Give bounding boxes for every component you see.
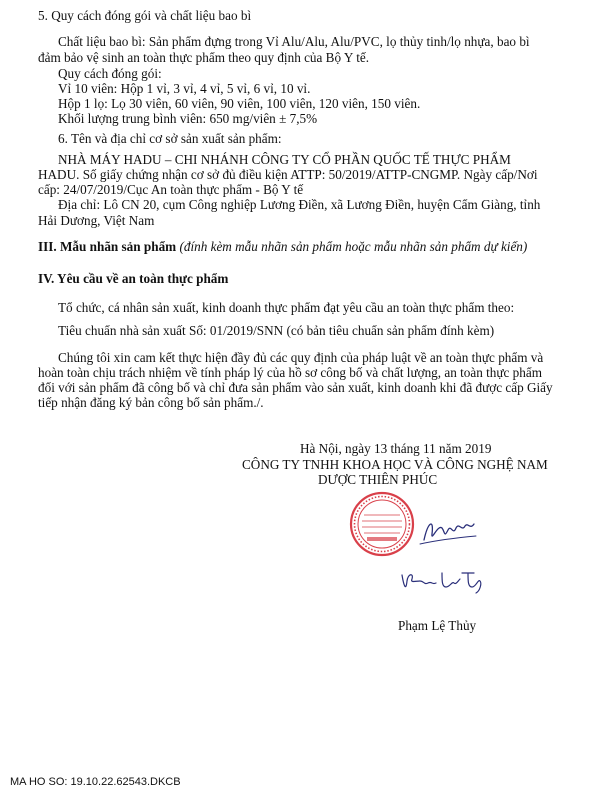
dossier-code: MA HO SO: 19.10.22.62543.DKCB bbox=[10, 776, 181, 788]
commitment-line-2: hoàn toàn chịu trách nhiệm về tính pháp lý của hồ sơ công bố và chất lượng, an toàn thực phẩm bbox=[38, 365, 542, 380]
commitment-line-4: tiếp nhận đăng ký bản công bố sản phẩm./. bbox=[38, 395, 264, 410]
signer-name: Phạm Lệ Thủy bbox=[398, 618, 477, 633]
section-iii-heading: III. Mẫu nhãn sản phẩm bbox=[38, 239, 177, 254]
company-stamp bbox=[348, 490, 416, 558]
section-6-heading: 6. Tên và địa chỉ cơ sở sản xuất sản phẩm: bbox=[58, 131, 282, 146]
place-and-date: Hà Nội, ngày 13 tháng 11 năm 2019 bbox=[300, 441, 492, 456]
factory-address-line-1: Địa chỉ: Lô CN 20, cụm Công nghiệp Lương Điền, xã Lương Điền, huyện Cẩm Giàng, tỉnh bbox=[58, 197, 541, 212]
safety-requirement-line-1: Tổ chức, cá nhân sản xuất, kinh doanh thực phẩm đạt yêu cầu an toàn thực phẩm theo: bbox=[58, 300, 515, 315]
section-iii bbox=[38, 239, 527, 255]
packing-spec-label: Quy cách đóng gói: bbox=[58, 66, 162, 81]
section-5-heading: 5. Quy cách đóng gói và chất liệu bao bì bbox=[38, 8, 252, 23]
signature-scribble bbox=[418, 514, 478, 550]
factory-address-line-2: Hải Dương, Việt Nam bbox=[38, 213, 155, 228]
commitment-line-3: đối với sản phẩm đã công bố và chỉ đưa sản phẩm vào sản xuất, kinh doanh khi đã được cấp Giấy bbox=[38, 380, 553, 395]
packaging-material-line-1: Chất liệu bao bì: Sản phẩm đựng trong Vỉ Alu/Alu, Alu/PVC, lọ thủy tinh/lọ nhựa, bao bì bbox=[58, 34, 530, 49]
section-iii-note: (đính kèm mẫu nhãn sản phẩm hoặc mẫu nhãn sản phẩm dự kiến) bbox=[179, 239, 528, 254]
stamp-seal-icon bbox=[348, 490, 416, 558]
packaging-material-line-2: đảm bảo vệ sinh an toàn thực phẩm theo quy định của Bộ Y tế. bbox=[38, 50, 370, 65]
handwritten-name-icon bbox=[398, 567, 488, 595]
packing-spec-bottle: Hộp 1 lọ: Lọ 30 viên, 60 viên, 90 viên, 100 viên, 120 viên, 150 viên. bbox=[58, 96, 421, 111]
signature-icon bbox=[418, 514, 478, 550]
factory-line-2: HADU. Số giấy chứng nhận cơ sở đủ điều kiện ATTP: 50/2019/ATTP-CNGMP. Ngày cấp/Nơi bbox=[38, 167, 538, 182]
section-iv-heading: IV. Yêu cầu về an toàn thực phẩm bbox=[38, 271, 229, 286]
handwritten-signer-name bbox=[398, 567, 488, 595]
average-weight: Khối lượng trung bình viên: 650 mg/viên ± 7,5% bbox=[58, 111, 318, 126]
company-name-line-1: CÔNG TY TNHH KHOA HỌC VÀ CÔNG NGHỆ NAM bbox=[242, 457, 548, 472]
factory-line-3: cấp: 24/07/2019/Cục An toàn thực phẩm - Bộ Y tế bbox=[38, 182, 304, 197]
packing-spec-blister: Vỉ 10 viên: Hộp 1 vỉ, 3 vỉ, 4 vỉ, 5 vỉ, 6 vỉ, 10 vỉ. bbox=[58, 81, 311, 96]
factory-line-1: NHÀ MÁY HADU – CHI NHÁNH CÔNG TY CỔ PHẦN QUỐC TẾ THỰC PHẨM bbox=[58, 152, 511, 167]
safety-requirement-line-2: Tiêu chuẩn nhà sản xuất Số: 01/2019/SNN (có bản tiêu chuẩn sản phẩm đính kèm) bbox=[58, 323, 495, 338]
company-name-line-2: DƯỢC THIÊN PHÚC bbox=[318, 472, 438, 487]
commitment-line-1: Chúng tôi xin cam kết thực hiện đầy đủ các quy định của pháp luật về an toàn thực phẩm và bbox=[58, 350, 544, 365]
